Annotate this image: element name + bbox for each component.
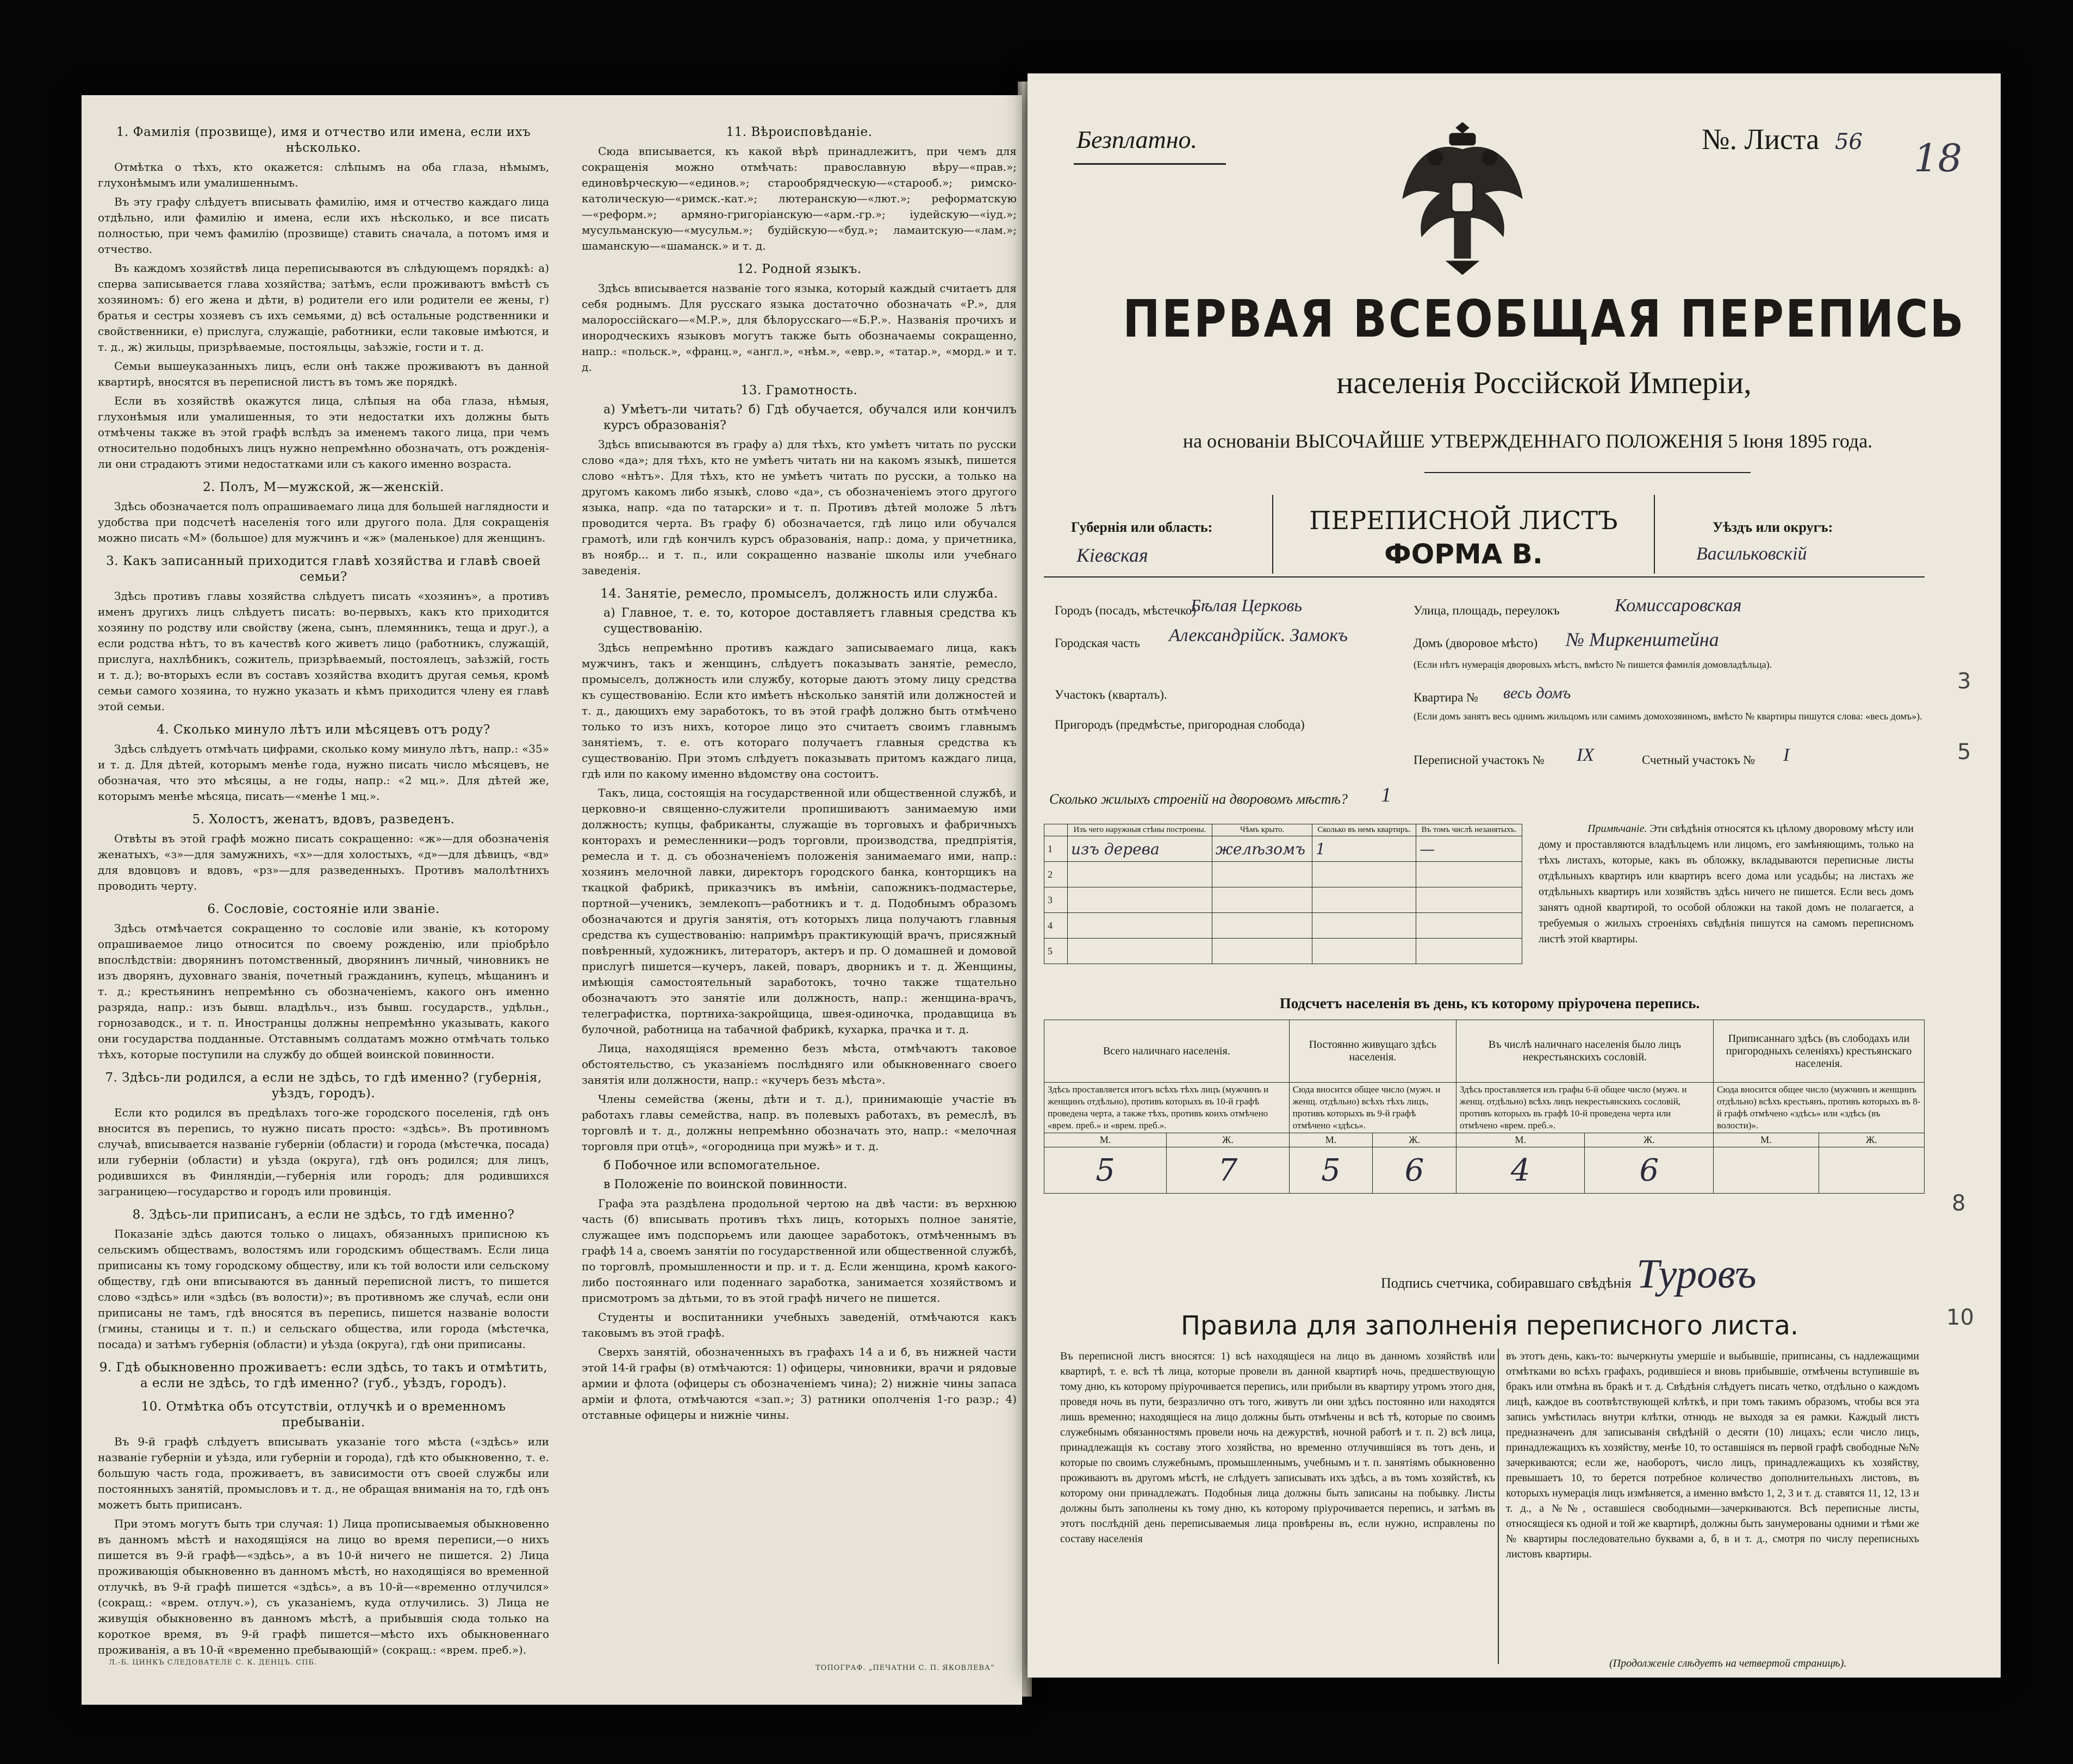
instruction-paragraph: Семьи вышеуказанныхъ лицъ, если онѣ также проживаютъ въ данной квартирѣ, вносятся въ переписной листъ въ томъ же порядкѣ. xyxy=(98,359,549,388)
buildings-cell-walls[interactable]: изъ дерева xyxy=(1068,836,1212,862)
buildings-cell-walls[interactable] xyxy=(1068,887,1212,913)
rules-column-2: въ этотъ день, какъ-то: вычеркнуты умершіе и выбывшіе, приписаны, съ надлежащими отмѣтками во всѣхъ графахъ, родившіеся и вновь прибывшіе, отмѣчены вступившіе въ бракъ или отмѣна въ бракѣ и т. д. Свѣдѣнія слѣдуетъ писать четко, отдѣльно о каждомъ лицѣ, каждое въ соотвѣтствующей клѣткѣ, и при томъ такимъ образомъ, чтобы вся эта запись умѣстилась внутри клѣтки, отнюдь не выходя за ея рамки. Каждый листъ предназначенъ для записыванія свѣдѣній о десяти (10) лицахъ; если число лицъ, принадлежащихъ къ хозяйству, менѣе 10, то оставшіяся въ первой графѣ свободные №№ зачеркиваются; если же, наоборотъ, число лицъ, принадлежащихъ къ хозяйству, превышаетъ 10, то берется потребное количество дополнительныхъ листовъ, въ которыхъ нумерація лицъ измѣняется, а именно вмѣсто 1, 2, 3 и т. д. ставятся 11, 12, 13 и т. д., а №№, оставшіеся свободными—зачеркиваются. Всѣ переписные листы, относящіеся къ одной и той же квартирѣ, должны быть занумерованы одними и тѣми же № квартиры последовательно буквами а, б, в и т. д., смотря по числу переписныхъ листовъ квартиры. xyxy=(1506,1350,1919,1560)
city-label: Городъ (посадъ, мѣстечко) xyxy=(1055,604,1196,617)
margin-mark-8: 8 xyxy=(1952,1191,1966,1216)
section-heading: 2. Полъ, М—мужской, ж—женскій. xyxy=(203,480,444,494)
buildings-cell-roof[interactable]: желѣзомъ xyxy=(1212,836,1312,862)
imprint-left: Л.-Б. ЦИНКЪ СЛЕДОВАТЕЛЕ С. К. ДЕНЦЪ. СПБ. xyxy=(109,1659,318,1667)
buildings-cell-walls[interactable] xyxy=(1068,913,1212,939)
buildings-cell-walls[interactable] xyxy=(1068,939,1212,964)
uezd-box xyxy=(1664,511,1919,574)
instruction-paragraph: Здѣсь обозначается полъ опрашиваемаго лица для большей наглядности и удобства при подсчетѣ населенія того или другого пола. Для сокращенія можно писать «М» (большое) для мужчинъ и «ж» (маленькое) для женщинъ. xyxy=(98,500,549,544)
buildings-table-row xyxy=(1044,836,1522,862)
section-heading: 6. Сословіе, состояніе или званіе. xyxy=(207,902,440,916)
buildings-cell-roof[interactable] xyxy=(1212,862,1312,887)
title-divider xyxy=(1424,472,1751,473)
census-area-value[interactable]: IX xyxy=(1577,745,1595,765)
instruction-paragraph: Сверхъ занятій, обозначенныхъ въ графахъ 14 а и б, въ нижней части этой 14-й графы (в) отмѣчаются: 1) офицеры, чиновники, врачи и рядовые армии и флота (офицеры съ обозначеніемъ чина); 2) нижніе чины запаса арміи и флота, отмѣчаются «зап.»; 3) ратники ополченія 1-го разр.; 4) отставные офицеры и нижніе чины. xyxy=(582,1345,1017,1421)
note-title: Примѣчаніе. xyxy=(1588,823,1647,835)
margin-mark-3: 3 xyxy=(1957,669,1971,694)
prigorod-label: Пригородъ (предмѣстье, пригородная слобода) xyxy=(1055,718,1305,731)
count-f-value[interactable]: 7 xyxy=(1167,1147,1289,1194)
buildings-cell-n: 2 xyxy=(1044,862,1068,887)
buildings-col-header: Въ томъ числѣ незанятыхъ. xyxy=(1416,824,1522,836)
instructions-column-1 xyxy=(98,117,549,1661)
gubernia-value[interactable]: Кіевская xyxy=(1076,544,1148,566)
instruction-paragraph: Отмѣтка о тѣхъ, кто окажется: слѣпымъ на оба глаза, нѣмымъ, глухонѣмымъ или умалишеннымъ. xyxy=(98,160,549,189)
section-heading: 4. Сколько минуло лѣтъ или мѣсяцевъ отъ роду? xyxy=(157,723,490,737)
instruction-paragraph: Въ каждомъ хозяйствѣ лица переписываются въ слѣдующемъ порядкѣ: а) сперва записывается глава хозяйства; затѣмъ, если проживаютъ вмѣстѣ съ хозяиномъ: б) его жена и дѣти, в) родители его или родители ее жены, г) братья и сестры хозяевъ съ ихъ семьями, д) всѣ остальные родственники и свойственники, е) прислуга, служащіе, работники, если таковые имѣются, и т. д., ж) жильцы, призрѣваемые, постояльцы, заѣзжіе, гости и т. д. xyxy=(98,262,549,353)
imprint-right: ТОПОГРАФ. „ПЕЧАТНИ С. П. ЯКОВЛЕВА“ xyxy=(815,1664,995,1672)
buildings-cell-flats[interactable] xyxy=(1312,862,1416,887)
double-headed-eagle-emblem xyxy=(1397,117,1528,280)
instruction-paragraph: Здѣсь отмѣчается сокращенно то сословіе или званіе, къ которому опрашиваемое лицо относится по своему рожденію, или пріобрѣло впослѣдствіи: дворянинъ потомственный, дворянинъ личный, чиновникъ не изъ дворянъ, духовнаго званія, почетный гражданинъ, купецъ, мѣщанинъ и т. д.; крестьянинъ непремѣнно съ обозначеніемъ, какого онъ именно разряда, напр.: изъ бывш. владѣльч., изъ бывш. государств., удѣльн., горнозаводск., и т. п. Иностранцы должны непремѣнно указывать, какого они государства подданные. Отставнымъ солдатамъ можно отмѣчать только тѣхъ, которые поступили на службу до общей воинской повинности. xyxy=(98,922,549,1061)
instruction-paragraph: Члены семейства (жены, дѣти и т. д.), принимающіе участіе въ работахъ главы семейства, напр. въ полевыхъ работахъ, въ ремеслѣ, въ торговлѣ и т. д., должны непремѣнно обозначать это, напр.: «мелочная торговля при отцѣ», «огородница при мужѣ» и т. д. xyxy=(582,1092,1017,1153)
buildings-cell-roof[interactable] xyxy=(1212,939,1312,964)
margin-mark-10: 10 xyxy=(1946,1305,1974,1330)
rules-title: Правила для заполненія переписного листа. xyxy=(1180,1310,1799,1341)
header-divider xyxy=(1044,576,1925,577)
male-label: М. xyxy=(1456,1133,1585,1147)
instruction-paragraph: Отвѣты въ этой графѣ можно писать сокращенно: «ж»—для обозначенія женатыхъ, «з»—для замужнихъ, «х»—для холостыхъ, «д»—для дѣвицъ, «вд» для вдовцовъ и вдовъ, «рз»—для разведенныхъ. Противъ малолѣтнихъ проводить черту. xyxy=(98,832,549,892)
buildings-col-header: Сколько въ немъ квартиръ. xyxy=(1312,824,1416,836)
count-col-description: Сюда вносится общее число (мужч. и женщ. отдѣльно) всѣхъ тѣхъ лицъ, противъ которыхъ въ 9-й графѣ отмѣчено «здѣсь». xyxy=(1289,1083,1456,1133)
instruction-paragraph: Здѣсь противъ главы хозяйства слѣдуетъ писать «хозяинъ», а противъ именъ другихъ лицъ слѣдуетъ писать: во-первыхъ, какъ кто приходится хозяину по родству или свойству (жена, сынъ, племянникъ, теща и друг.), а если родства нѣтъ, то въ качествѣ кого живетъ лицо (работникъ, служащій, прислуга, нахлѣбникъ, сожитель, призрѣваемый, постоялецъ, заѣзжій, гость и т. д.); во-вторыхъ если въ составъ хозяйства входитъ другая семья, кромѣ семьи самого хозяина, то нужно указать и кѣмъ приходится члену ея главѣ этой семьи. xyxy=(98,589,549,713)
flat-value[interactable]: весь домъ xyxy=(1503,684,1571,702)
instruction-paragraph: Если кто родился въ предѣлахъ того-же городского поселенія, гдѣ онъ вносится въ перепись, то нужно писать просто: «здѣсь». Въ противномъ случаѣ, вписывается названіе губерніи (области) и города (мѣстечка, посада) или губерніи (области) и уѣзда (округа), гдѣ онъ родился; для лицъ, родившихся въ Финляндіи,—губернія или городъ; для родившихся заграницею—государство и городъ или провинція. xyxy=(98,1106,549,1198)
section-heading: 1. Фамилія (прозвище), имя и отчество или имена, если ихъ нѣсколько. xyxy=(116,125,531,155)
street-value[interactable]: Комиссаровская xyxy=(1615,595,1742,616)
section-heading: 12. Родной языкъ. xyxy=(737,262,862,276)
male-label: М. xyxy=(1289,1133,1373,1147)
instruction-paragraph: Студенты и воспитанники учебныхъ заведеній, отмѣчаются какъ таковымъ въ этой графѣ. xyxy=(582,1310,1017,1339)
note-text: Эти свѣдѣнія относятся къ цѣлому дворовому мѣсту или дому и проставляются владѣльцемъ или лицомъ, его замѣняющимъ, только на тѣхъ листахъ, которые, какъ въ обложку, вкладываются переписные листы отдѣльныхъ квартиръ или квартиръ всего дома или усадьбы; на листахъ же отдѣльныхъ квартиръ или хозяйствъ здѣсь ничего не пишется. Если весь домъ занятъ одной квартирой, то особой обложки на такой домъ не полагается, а требуемыя о жилыхъ строеніяхъ свѣдѣнія пишутся на самомъ переписномъ листѣ этой квартиры. xyxy=(1539,823,1914,945)
count-col-description: Сюда вносится общее число (мужчинъ и женщинъ отдѣльно) всѣхъ крестьянъ, противъ которыхъ въ 8-й графѣ отмѣчено «здѣсь» или «здѣсь (въ волости)». xyxy=(1714,1083,1925,1133)
section-heading: 10. Отмѣтка объ отсутствіи, отлучкѣ и о временномъ пребываніи. xyxy=(141,1400,506,1430)
instruction-paragraph: Здѣсь слѣдуетъ отмѣчать цифрами, сколько кому минуло лѣтъ, напр.: «35» и т. д. Для дѣтей, которымъ менѣе года, нужно писать число мѣсяцевъ, не обозначая, что это мѣсяцы, а не годы, напр.: «2 мц.». Для дѣтей же, которымъ менѣе мѣсяца, писать—«менѣе 1 мц.». xyxy=(98,742,549,803)
buildings-note xyxy=(1539,821,1914,947)
count-col-header: Приписаннаго здѣсь (въ слободахъ или пригородныхъ селеніяхъ) крестьянскаго населенія. xyxy=(1714,1020,1925,1083)
gubernia-box xyxy=(1044,511,1256,574)
count-f-value[interactable] xyxy=(1819,1147,1924,1194)
buildings-cell-n: 3 xyxy=(1044,887,1068,913)
buildings-cell-flats[interactable] xyxy=(1312,887,1416,913)
count-title: Подсчетъ населенія въ день, къ которому пріурочена перепись. xyxy=(1279,995,1700,1011)
section-heading: 8. Здѣсь-ли приписанъ, а если не здѣсь, то гдѣ именно? xyxy=(132,1208,515,1222)
flat-label: Квартира № xyxy=(1414,691,1479,704)
section-heading: 9. Гдѣ обыкновенно проживаетъ: если здѣсь, то такъ и отмѣтить, а если не здѣсь, то гдѣ именно? (губ., уѣздъ, городъ). xyxy=(99,1361,548,1390)
buildings-table-row xyxy=(1044,887,1522,913)
female-label: Ж. xyxy=(1373,1133,1456,1147)
subsection-heading: в Положеніе по воинской повинности. xyxy=(603,1178,848,1191)
count-m-value[interactable]: 5 xyxy=(1289,1147,1373,1194)
buildings-cell-empty[interactable] xyxy=(1416,939,1522,964)
population-count-table xyxy=(1044,1020,1925,1194)
buildings-col-header: Чѣмъ крыто. xyxy=(1212,824,1312,836)
form-box xyxy=(1272,495,1655,574)
count-m-value[interactable]: 4 xyxy=(1456,1147,1585,1194)
female-label: Ж. xyxy=(1167,1133,1289,1147)
female-label: Ж. xyxy=(1819,1133,1924,1147)
flat-note: (Если домъ занятъ весь однимъ жильцомъ или самимъ домохозяиномъ, вмѣсто № квартиры пишутся слова: «весь домъ»). xyxy=(1414,711,1922,722)
city-part-label: Городская часть xyxy=(1055,636,1140,650)
instructions-column-2 xyxy=(582,117,1017,1426)
house-label: Домъ (дворовое мѣсто) xyxy=(1414,636,1538,650)
buildings-table xyxy=(1044,824,1522,964)
female-label: Ж. xyxy=(1585,1133,1714,1147)
buildings-cell-n: 5 xyxy=(1044,939,1068,964)
form-subtitle: ФОРМА В. xyxy=(1384,538,1543,570)
buildings-value[interactable]: 1 xyxy=(1381,784,1391,806)
count-m-value[interactable]: 5 xyxy=(1044,1147,1167,1194)
uchastok-label: Участокъ (кварталъ). xyxy=(1055,688,1167,701)
instruction-paragraph: Показаніе здѣсь даются только о лицахъ, обязанныхъ приписною къ сельскимъ обществамъ, волостямъ или городскимъ обществамъ. Если лица приписаны къ тому городскому обществу, или къ той волости или сельскому обществу, гдѣ они вписываются въ данный переписной листъ, то пишется слово «здѣсь» или «здѣсь (въ волости)»; въ противномъ же случаѣ, если они приписаны не тамъ, гдѣ вносятся въ перепись, пишется названіе волости (гмины, станицы и т. п.) и сельскаго общества, или города (мѣстечка, посада) и затѣмъ губернія (области) и уѣзда (округа), гдѣ они приписаны. xyxy=(98,1227,549,1351)
gubernia-label: Губернія или область: xyxy=(1071,519,1213,535)
buildings-cell-empty[interactable] xyxy=(1416,913,1522,939)
instruction-paragraph: Здѣсь вписываются въ графу а) для тѣхъ, кто умѣетъ читать по русски слово «да»; для тѣхъ, кто не умѣетъ читать ни на какомъ языкѣ, пишется слово «нѣтъ». Для тѣхъ, кто не умѣетъ читать по русски, а только на другомъ какомъ либо языкѣ, слово «да», съ обозначеніемъ этого другого языка, напр. «да по татарски» и т. п. Противъ дѣтей моложе 5 лѣтъ проводится черта. Въ графу б) обозначается, гдѣ лицо или обучался грамотѣ, или гдѣ кончилъ курсъ образованія, напр.: дома, у причетника, въ ноябр... и т. п., или сокращенно названіе школы или учебнаго заведенія. xyxy=(582,438,1017,577)
section-heading: 5. Холостъ, женатъ, вдовъ, разведенъ. xyxy=(192,812,455,827)
buildings-table-row xyxy=(1044,913,1522,939)
count-f-value[interactable]: 6 xyxy=(1373,1147,1456,1194)
free-underline xyxy=(1074,163,1226,165)
count-m-value[interactable] xyxy=(1714,1147,1819,1194)
instruction-paragraph: Если въ хозяйствѣ окажутся лица, слѣпыя на оба глаза, нѣмыя, глухонѣмыя или умалишенныя, то эти недостатки ихъ должны быть отмѣчены также въ этой графѣ вслѣдъ за именемъ такого лица, при чемъ относительно подобныхъ лицъ нужно непремѣнно обозначать, отъ рожденія-ли они страдаютъ этими недостатками или съ какого именно возраста. xyxy=(98,394,549,470)
section-heading: 14. Занятіе, ремесло, промыселъ, должность или служба. xyxy=(600,587,998,601)
instruction-paragraph: Въ 9-й графѣ слѣдуетъ вписывать указаніе того мѣста («здѣсь» или названіе губерніи и уѣзда, или губерніи и города), гдѣ кто обыкновенно, т. е. большую часть года, проживаетъ, въ зависимости отъ своей службы или постоянныхъ занятій, промысловъ и т. д., не обращая вниманія на то, гдѣ онъ можетъ быть приписанъ. xyxy=(98,1435,549,1511)
rules-continue-note: (Продолженіе слѣдуетъ на четвертой страницѣ). xyxy=(1609,1657,1847,1669)
count-col-header: Въ числѣ наличнаго населенія было лицъ некрестьянскихъ сословій. xyxy=(1456,1020,1713,1083)
instruction-paragraph: Здѣсь вписывается названіе того языка, который каждый считаетъ для себя роднымъ. Для русскаго языка достаточно обозначать «Р.», для малороссійскаго—«М.Р.», для бѣлорусскаго—«Б.Р.». Названія прочихъ и инородческихъ языковъ могутъ также быть обозначаемы сокращенно, напр.: «польск.», «франц.», «англ.», «нѣм.», «евр.», «татар.», «морд.» и т. д. xyxy=(582,282,1017,374)
city-value[interactable]: Бѣлая Церковь xyxy=(1191,595,1302,615)
signature-value[interactable]: Туровъ xyxy=(1636,1251,1757,1297)
census-area-label: Переписной участокъ № xyxy=(1414,753,1545,767)
house-value[interactable]: № Миркенштейна xyxy=(1566,629,1719,650)
buildings-cell-flats[interactable] xyxy=(1312,913,1416,939)
buildings-table-row xyxy=(1044,862,1522,887)
free-label: Безплатно. xyxy=(1076,126,1198,153)
section-heading: 7. Здѣсь-ли родился, а если не здѣсь, то гдѣ именно? (губернія, уѣздъ, городъ). xyxy=(105,1071,542,1101)
male-label: М. xyxy=(1044,1133,1167,1147)
buildings-cell-n: 1 xyxy=(1044,836,1068,862)
buildings-cell-roof[interactable] xyxy=(1212,913,1312,939)
buildings-cell-empty[interactable] xyxy=(1416,887,1522,913)
instruction-paragraph: Графа эта раздѣлена продольной чертою на двѣ части: въ верхнюю часть (б) вписывать противъ тѣхъ лицъ, которыхъ полное занятіе, служащее имъ подспорьемъ или дающее заработокъ, отмѣченнымъ въ графѣ 14 а, своемъ занятіи по государственной или общественной службѣ, по торговлѣ, промышленности и пр. и т. д. Если женщина, кромѣ какого-либо постояннаго или поденнаго заработка, занимается хозяйствомъ и присмотромъ за дѣтьми, то въ этой графѣ ничего не пишется. xyxy=(582,1197,1017,1305)
form-title: ПЕРЕПИСНОЙ ЛИСТЪ xyxy=(1309,506,1618,535)
subsection-heading: б Побочное или вспомогательное. xyxy=(603,1159,820,1172)
uezd-value[interactable]: Васильковскій xyxy=(1696,544,1807,564)
instruction-paragraph: Здѣсь непремѣнно противъ каждаго записываемаго лица, какъ мужчинъ, такъ и женщинъ, слѣдуетъ показывать занятіе, ремесло, промыселъ, должность или службу, которые даютъ этому лицу средства къ существованію. Если кто имѣетъ нѣсколько занятій или должностей и т. д., дающихъ ему заработокъ, то въ этой графѣ должно быть отмѣчено только то изъ нихъ, которое лицо это считаетъ своимъ главнымъ занятіемъ, т. е. отъ котораго получаетъ главныя средства къ существованію. При этомъ слѣдуетъ показывать притомъ каждаго лица, гдѣ или по какому именно вѣдомству она состоитъ. xyxy=(582,641,1017,780)
buildings-cell-flats[interactable]: 1 xyxy=(1312,836,1416,862)
instruction-paragraph: Сюда вписывается, къ какой вѣрѣ принадлежитъ, при чемъ для сокращенія можно отмѣчать: православную вѣру—«прав.»; единовѣрческую—«единов.»; старообрядческую—«старооб.»; римско-католическую—«римск.-кат.»; лютеранскую—«лют.»; реформатскую—«реформ.»; армяно-григоріанскую—«арм.-гр.»; іудейскую—«іуд.»; мусульманскую—«мусульм.»; будійскую—«буд.»; ламаитскую—«лам.»; шаманскую—«шаманск.» и т. д. xyxy=(582,145,1017,252)
uezd-label: Уѣздъ или округъ: xyxy=(1713,519,1833,535)
buildings-cell-empty[interactable] xyxy=(1416,862,1522,887)
signature-label: Подпись счетчика, собиравшаго свѣдѣнія xyxy=(1381,1275,1632,1291)
instruction-paragraph: При этомъ могутъ быть три случая: 1) Лица прописываемыя обыкновенно въ данномъ мѣстѣ и находящіяся на лицо во время переписи,—о нихъ пишется въ 9-й графѣ—«здѣсь», а въ 10-й ничего не пишется. 2) Лица проживающія обыкновенно въ данномъ мѣстѣ, но находящіяся во временной отлучкѣ, въ 9-й графѣ пишется «здѣсь», а въ 10-й—«временно отлучился» (сокращ.: «врем. отлуч.»), съ указаніемъ, куда отлучились. 3) Лица не живущія обыкновенно въ данномъ мѣстѣ, а прибывшія сюда только на короткое время, въ 9-й графѣ пишется—мѣсто ихъ обыкновеннаго проживанія, а въ 10-й «временно пребывающій» (сокращ.: «врем. преб.»). xyxy=(98,1517,549,1656)
count-col-description: Здѣсь проставляется изъ графы 6-й общее число (мужч. и женщ. отдѣльно) всѣхъ лицъ некрестьянскихъ сословій, противъ которыхъ въ графѣ 10-й проведена черта или отмѣчено «врем. преб.». xyxy=(1456,1083,1713,1133)
rules-column-1: Въ переписной листъ вносятся: 1) всѣ находящіеся на лицо въ данномъ хозяйствѣ или квартирѣ, т. е. всѣ тѣ лица, которые провели въ данной квартирѣ ночь, предшествующую тому дню, къ которому пріурочивается перепись, или прибыли въ квартиру утромъ этого дня, проведя ночь въ пути, безразлично отъ того, живутъ ли они здѣсь постоянно или находятся лишь временно; находящіеся на лицо должны быть отмѣчены и всѣ тѣ, которые по своимъ служебнымъ обязанностямъ провели ночь на дежурствѣ, ночной работѣ и т. п. 2) всѣ лица, принадлежащія къ составу этого хозяйства, но временно отлучившіяся въ тотъ день, и которые по своимъ служебнымъ, промышленнымъ, учебнымъ и т. п. занятіямъ обыкновенно проживаютъ въ другомъ мѣстѣ, не слѣдуетъ записывать ихъ здѣсь, а въ томъ хозяйствѣ, къ которому они принадлежатъ. Подобныя лица должны быть записаны на побывку. Листы должны быть заполнены къ тому дню, къ которому пріурочивается перепись, и затѣмъ въ этотъ послѣдній день переписываемыя лица провѣрены въ, если нужно, исправлены по составу населенія xyxy=(1060,1350,1495,1545)
count-area-label: Счетный участокъ № xyxy=(1642,753,1755,767)
section-heading: 3. Какъ записанный приходится главѣ хозяйства и главѣ своей семьи? xyxy=(106,554,541,584)
instruction-paragraph: Въ эту графу слѣдуетъ вписывать фамилію, имя и отчество каждаго лица отдѣльно, или фамилію и имена, если ихъ нѣсколько, и все писать полностью, при чемъ фамилію (прозвище) ставить сначала, а потомъ имя и отчество. xyxy=(98,195,549,256)
count-col-header: Постоянно живущаго здѣсь населенія. xyxy=(1289,1020,1456,1083)
corner-number: 18 xyxy=(1914,136,1963,181)
male-label: М. xyxy=(1714,1133,1819,1147)
count-col-header: Всего наличнаго населенія. xyxy=(1044,1020,1290,1083)
section-heading: 13. Грамотность. xyxy=(740,383,858,397)
buildings-cell-roof[interactable] xyxy=(1212,887,1312,913)
sheet-number-label: №. Листа xyxy=(1702,123,1820,156)
buildings-cell-n: 4 xyxy=(1044,913,1068,939)
instruction-paragraph: Такъ, лица, состоящія на государственной или общественной службѣ, и церковно-и священно-служители пропишиваютъ занимаемую ими должность; купцы, фабриканты, служащіе въ торговыхъ и фабричныхъ конторахъ и ремесленники—родъ торговли, производства, предпріятія, ремесла и т. д. съ обозначеніемъ положенія занимаемаго ими, напр.: хозяинъ мелочной лавки, директоръ городского банка, конторщикъ на ткацкой фабрикѣ, приказчикъ въ имѣніи, сапожникъ-подмастерье, портной—ученикъ, землекопъ—работникъ и т. д. Подобнымъ образомъ обозначаются и другія занятія, отъ которыхъ лица получаютъ главныя средства къ существованію: напримѣръ практикующій врачъ, присяжный повѣренный, художникъ, литераторъ, актеръ и пр. О домашней и домовой прислугѣ пишется—кучеръ, лакей, поваръ, дворникъ и т. д. Женщины, имѣющія самостоятельный заработокъ, точно также тщательно обозначаютъ это занятіе или должность, напр.: женщина-врачъ, телеграфистка, портниха-закройщица, швея-одиночка, продавщица въ булочной, работница на табачной фабрикѣ, кухарка, прачка и т. д. xyxy=(582,786,1017,1036)
rules-divider xyxy=(1498,1349,1499,1664)
count-area-value[interactable]: I xyxy=(1783,745,1790,765)
buildings-cell-flats[interactable] xyxy=(1312,939,1416,964)
census-subtitle: населенія Россійской Имперіи, xyxy=(1336,365,1752,400)
sheet-number-value: 56 xyxy=(1835,129,1863,154)
street-label: Улица, площадь, переулокъ xyxy=(1414,604,1560,617)
buildings-cell-walls[interactable] xyxy=(1068,862,1212,887)
buildings-label: Сколько жилыхъ строеній на дворовомъ мѣстѣ? xyxy=(1049,791,1348,807)
buildings-col-header: Изъ чего наружныя стѣны построены. xyxy=(1068,824,1212,836)
subsection-heading: а) Главное, т. е. то, которое доставляетъ главныя средства къ существованію. xyxy=(603,606,1017,636)
margin-mark-5: 5 xyxy=(1957,740,1971,765)
subsection-heading: а) Умѣетъ-ли читать? б) Гдѣ обучается, обучался или кончилъ курсъ образованія? xyxy=(603,403,1017,432)
census-basis: на основаніи ВЫСОЧАЙШЕ УТВЕРЖДЕННАГО ПОЛОЖЕНІЯ 5 Іюня 1895 года. xyxy=(1182,430,1873,452)
section-heading: 11. Вѣроисповѣданіе. xyxy=(726,125,873,139)
count-f-value[interactable]: 6 xyxy=(1585,1147,1714,1194)
count-col-description: Здѣсь проставляется итогъ всѣхъ тѣхъ лицъ (мужчинъ и женщинъ отдѣльно), противъ которыхъ въ 10-й графѣ проведена черта, а также тѣхъ, противъ коихъ отмѣчено «врем. преб.» и «врем. преб.». xyxy=(1044,1083,1290,1133)
city-part-value[interactable]: Александрійск. Замокъ xyxy=(1169,625,1348,645)
census-title: ПЕРВАЯ ВСЕОБЩАЯ ПЕРЕПИСЬ xyxy=(1123,289,1965,350)
house-note: (Если нѣтъ нумерація дворовыхъ мѣстъ, вмѣсто № пишется фамилія домовладѣльца). xyxy=(1414,659,1772,670)
instruction-paragraph: Лица, находящіяся временно безъ мѣста, отмѣчаютъ таковое обстоятельство, съ указаніемъ послѣдняго или обыкновеннаго своего занятія или должности, напр.: «кучеръ безъ мѣста». xyxy=(582,1042,1017,1086)
buildings-table-row xyxy=(1044,939,1522,964)
buildings-cell-empty[interactable]: — xyxy=(1416,836,1522,862)
